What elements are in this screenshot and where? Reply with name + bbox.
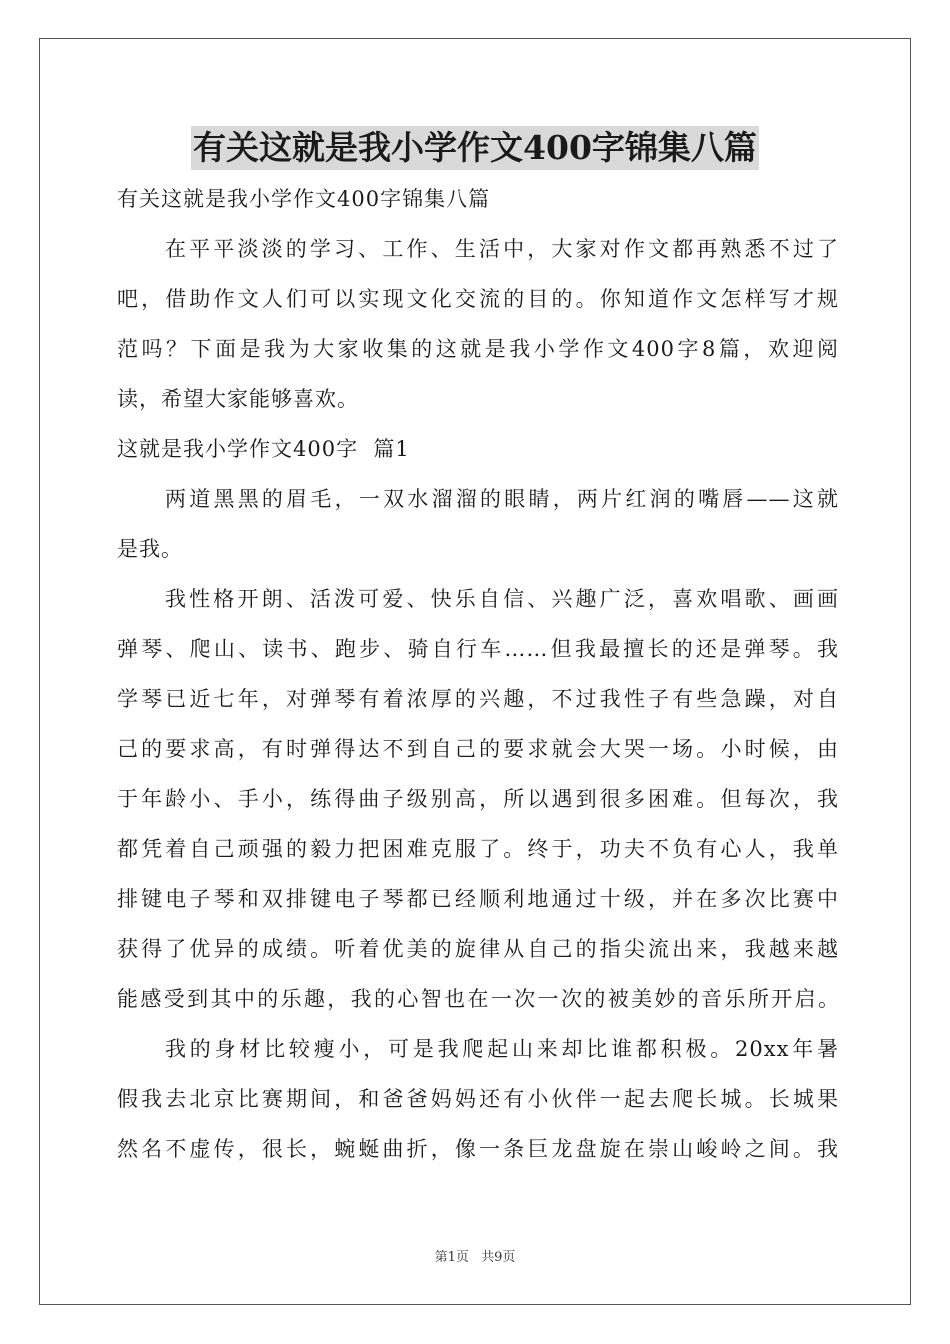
subtitle-line: 有关这就是我小学作文400字锦集八篇 xyxy=(117,187,491,211)
paragraph-line: 己的要求高，有时弹得达不到自己的要求就会大哭一场。小时候，由 xyxy=(117,737,839,761)
document-body xyxy=(117,174,839,1174)
paragraph-line: 范吗？下面是我为大家收集的这就是我小学作文400字8篇，欢迎阅 xyxy=(117,337,839,361)
paragraph-line: 能感受到其中的乐趣，我的心智也在一次一次的被美妙的音乐所开启。 xyxy=(117,987,839,1011)
page-number: 第1页 xyxy=(434,1250,469,1265)
paragraph-line: 都凭着自己顽强的毅力把困难克服了。终于，功夫不负有心人，我单 xyxy=(117,837,839,861)
page-total: 共9页 xyxy=(481,1250,516,1265)
section-heading: 这就是我小学作文400字 篇1 xyxy=(117,437,410,461)
paragraph-line: 我性格开朗、活泼可爱、快乐自信、兴趣广泛，喜欢唱歌、画画 xyxy=(165,587,839,611)
page-footer xyxy=(0,1246,950,1265)
paragraph-line: 学琴已近七年，对弹琴有着浓厚的兴趣，不过我性子有些急躁，对自 xyxy=(117,687,839,711)
paragraph-line: 在平平淡淡的学习、工作、生活中，大家对作文都再熟悉不过了 xyxy=(165,237,839,261)
paragraph-line: 弹琴、爬山、读书、跑步、骑自行车……但我最擅长的还是弹琴。我 xyxy=(117,637,839,661)
paragraph-line: 假我去北京比赛期间，和爸爸妈妈还有小伙伴一起去爬长城。长城果 xyxy=(117,1087,839,1111)
paragraph-line: 读，希望大家能够喜欢。 xyxy=(117,387,359,411)
title-area xyxy=(0,126,950,170)
paragraph-line: 是我。 xyxy=(117,537,183,561)
paragraph-line: 排键电子琴和双排键电子琴都已经顺利地通过十级，并在多次比赛中 xyxy=(117,887,839,911)
paragraph-line: 吧，借助作文人们可以实现文化交流的目的。你知道作文怎样写才规 xyxy=(117,287,839,311)
paragraph-line: 我的身材比较瘦小，可是我爬起山来却比谁都积极。20xx年暑 xyxy=(165,1037,839,1061)
paragraph-line: 然名不虚传，很长，蜿蜒曲折，像一条巨龙盘旋在崇山峻岭之间。我 xyxy=(117,1137,839,1161)
paragraph-line: 于年龄小、手小，练得曲子级别高，所以遇到很多困难。但每次，我 xyxy=(117,787,839,811)
document-title: 有关这就是我小学作文400字锦集八篇 xyxy=(191,126,759,170)
paragraph-line: 获得了优异的成绩。听着优美的旋律从自己的指尖流出来，我越来越 xyxy=(117,937,839,961)
paragraph-line: 两道黑黑的眉毛，一双水溜溜的眼睛，两片红润的嘴唇——这就 xyxy=(165,487,839,511)
